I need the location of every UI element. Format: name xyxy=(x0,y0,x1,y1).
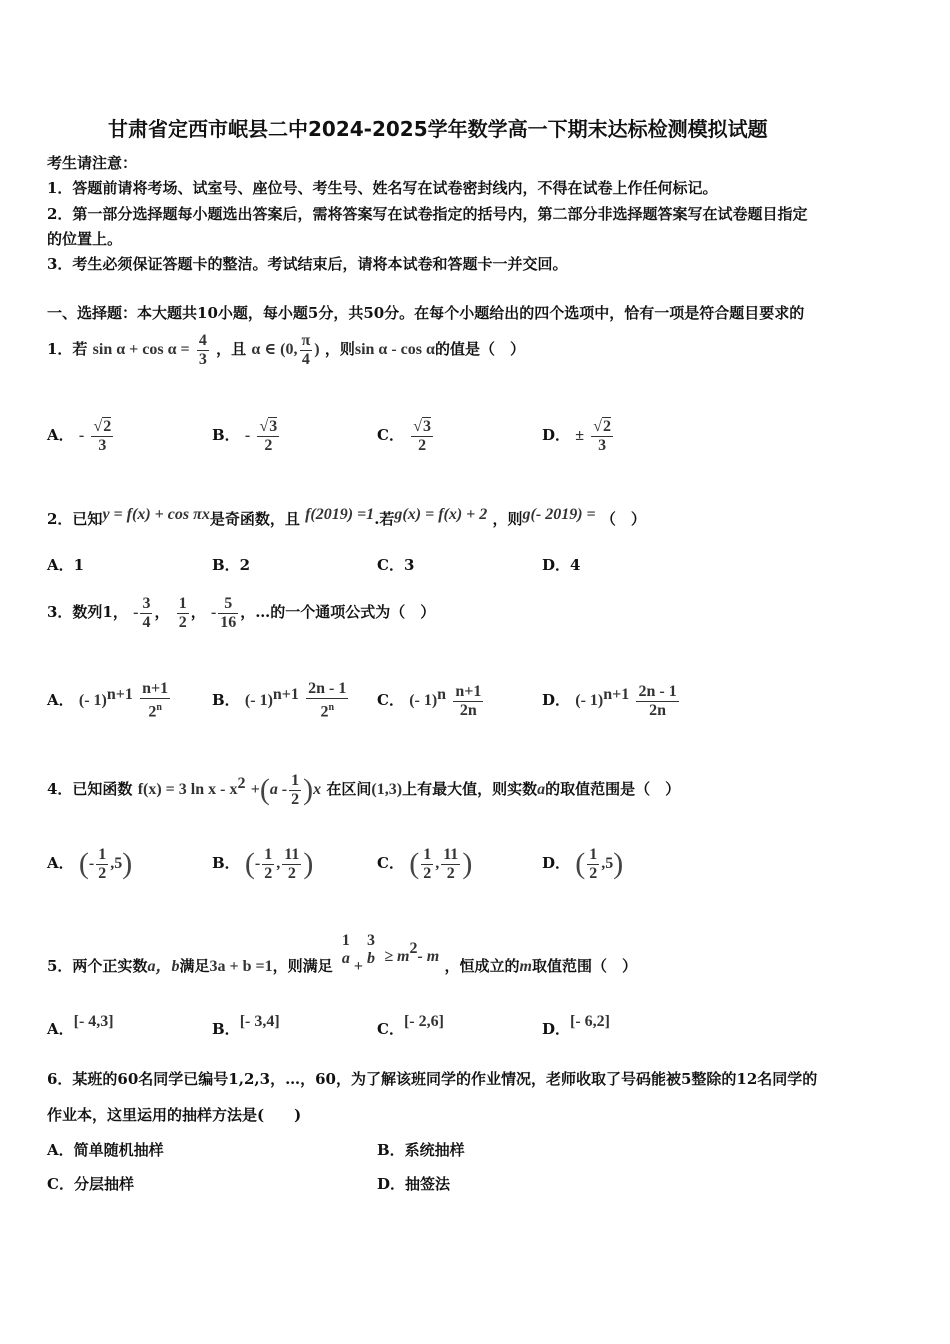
q1-then: ，则 xyxy=(324,340,355,358)
q5-sq: 2 xyxy=(409,940,418,957)
question-3 xyxy=(47,588,435,637)
q3-a-base: (- 1) xyxy=(78,692,107,709)
question-6-line-2: 作业本，这里运用的抽样方法是( ) xyxy=(47,1106,302,1124)
q5-c-value: [- 2,6] xyxy=(403,1013,444,1030)
q3-d-base: (- 1) xyxy=(575,692,604,709)
q4-c-num2: 11 xyxy=(443,845,459,863)
q3-option-a-label: A． xyxy=(47,691,74,709)
q4-b-num2: 11 xyxy=(284,845,300,863)
q4-option-c-label: C． xyxy=(377,854,404,872)
q3-num: 3．数列1， xyxy=(47,603,128,621)
q2-option-c[interactable]: C．3 xyxy=(377,556,415,574)
q4-a-num: 1 xyxy=(98,845,107,863)
q1-option-b-label: B． xyxy=(212,426,240,444)
q5-f2-den: b xyxy=(367,950,375,967)
q5-ask: 取值范围（ ） xyxy=(531,957,637,975)
notice-item-2-cont: 的位置上。 xyxy=(47,230,123,248)
q5-vars: a，b xyxy=(147,958,180,975)
q5-b-value: [- 3,4] xyxy=(239,1013,280,1030)
q3-option-b-label: B． xyxy=(212,691,240,709)
q3-neg-2: - xyxy=(210,604,217,621)
q1-option-c[interactable]: C． $\frac{√3}{2}$ xyxy=(377,418,431,454)
q5-option-c[interactable] xyxy=(377,1008,444,1043)
q4-mid: 在区间 xyxy=(326,780,372,798)
q4-b-pre: - xyxy=(254,855,261,872)
q3-t2-den: 2 xyxy=(178,613,187,631)
q1-a-rad: 2 xyxy=(103,418,112,435)
q5-option-d[interactable] xyxy=(542,1008,610,1043)
q6-option-a[interactable]: A．简单随机抽样 xyxy=(47,1141,164,1159)
q3-option-b[interactable] xyxy=(212,670,350,726)
q3-a-den-exp: n xyxy=(156,702,162,714)
q1-and: ，且 xyxy=(216,340,247,358)
q3-d-num: 2n - 1 xyxy=(638,682,677,700)
q1-b-sign: - xyxy=(244,427,251,444)
q4-b-den: 2 xyxy=(264,864,273,882)
q1-option-d-label: D． xyxy=(542,426,571,444)
q4-c-num: 1 xyxy=(423,845,432,863)
q3-t2-num: 1 xyxy=(178,594,187,612)
q4-plus: + xyxy=(250,781,260,798)
q3-b-num: 2n - 1 xyxy=(308,680,347,698)
q5-m: m xyxy=(519,958,532,975)
q6-option-d[interactable]: D．抽签法 xyxy=(377,1175,451,1193)
q3-option-c-label: C． xyxy=(377,691,404,709)
q2-option-d[interactable]: D．4 xyxy=(542,556,581,574)
q1-target: sin α - cos α xyxy=(354,341,435,358)
q4-b-den2: 2 xyxy=(287,864,296,882)
q4-a-post: ,5 xyxy=(110,855,123,872)
q1-d-den: 3 xyxy=(598,437,607,454)
q5-rest: - m xyxy=(417,948,440,965)
q1-b-rad: 3 xyxy=(269,418,278,435)
q3-t3-den: 16 xyxy=(220,613,237,631)
q4-option-a[interactable]: A． (- $\frac{1}{2}$ ,5) xyxy=(47,845,133,882)
q1-d-rad: 2 xyxy=(603,418,612,435)
q5-then: ，则满足 xyxy=(272,957,333,975)
q3-c-exp: n xyxy=(437,686,447,703)
q4-option-b-label: B． xyxy=(212,854,240,872)
q3-option-d[interactable] xyxy=(542,670,681,726)
q5-d-value: [- 6,2] xyxy=(570,1013,610,1030)
q4-c-den: 2 xyxy=(423,864,432,882)
q5-option-b[interactable] xyxy=(212,1008,280,1043)
q3-b-base: (- 1) xyxy=(244,692,273,709)
q5-f1-num: 1 xyxy=(341,932,350,949)
q5-f2-num: 3 xyxy=(367,932,375,949)
q1-frac-num: 4 xyxy=(198,331,207,349)
q4-var: a xyxy=(537,781,546,798)
q4-b-num: 1 xyxy=(264,845,273,863)
q5-option-d-label: D． xyxy=(542,1020,571,1038)
q4-x: x xyxy=(313,781,322,798)
q3-sep-1: ， xyxy=(154,603,170,621)
q3-c-num: n+1 xyxy=(455,682,482,700)
q2-ruo: .若 xyxy=(374,510,395,528)
q2-num: 2．已知 xyxy=(47,510,103,528)
q1-num: 1．若 xyxy=(47,340,88,358)
q4-frac-num: 1 xyxy=(291,771,300,789)
q3-neg-1: - xyxy=(133,604,139,621)
q3-c-base: (- 1) xyxy=(409,692,438,709)
q3-t3-num: 5 xyxy=(218,595,238,614)
q4-d-post: ,5 xyxy=(601,855,614,872)
q6-option-c[interactable]: C．分层抽样 xyxy=(47,1175,134,1193)
notice-item-3: 3．考生必须保证答题卡的整洁。考试结束后，请将本试卷和答题卡一并交回。 xyxy=(47,255,568,273)
q6-option-b[interactable]: B．系统抽样 xyxy=(377,1141,465,1159)
q1-expr: sin α + cos α = xyxy=(92,341,190,358)
q1-range-num: π xyxy=(301,331,311,349)
q1-b-den: 2 xyxy=(264,437,273,454)
q3-d-exp: n+1 xyxy=(603,686,630,703)
q5-mid: 满足 xyxy=(179,957,210,975)
q5-option-a[interactable] xyxy=(47,1008,114,1043)
q4-a: a - xyxy=(269,781,288,798)
q3-option-a[interactable] xyxy=(47,670,172,726)
q3-a-num: n+1 xyxy=(142,680,169,698)
q2-ask: （ ） xyxy=(600,510,646,528)
q4-frac-den: 2 xyxy=(291,790,300,808)
q4-num: 4．已知函数 xyxy=(47,780,133,798)
q3-b-exp: n+1 xyxy=(272,686,299,703)
q2-option-a[interactable]: A．1 xyxy=(47,556,85,574)
q4-interval: (1,3) xyxy=(371,781,403,798)
section-heading: 一、选择题：本大题共10小题，每小题5分，共50分。在每个小题给出的四个选项中，恰有一项是符合题目要求的 xyxy=(47,304,805,322)
question-6-line-1: 6．某班的60名同学已编号1,2,3，…，60，为了解该班同学的作业情况，老师收取了号码能被5整除的12名同学的 xyxy=(47,1070,818,1088)
q1-range: α ∈ (0, xyxy=(251,341,298,358)
q2-target: g(- 2019) = xyxy=(522,506,596,523)
q4-option-b[interactable]: B． (- $\frac{1}{2}$ , $\frac{11}{2}$ ) xyxy=(212,845,314,882)
q3-ask: ，…的一个通项公式为（ ） xyxy=(240,603,436,621)
q1-option-a-label: A． xyxy=(47,426,74,444)
notice-item-1: 1．答题前请将考场、试室号、座位号、考生号、姓名写在试卷密封线内，不得在试卷上作任何标记。 xyxy=(47,179,718,197)
q3-t1-num: 3 xyxy=(142,594,151,612)
q2-mid: 是奇函数，且 xyxy=(209,510,300,528)
question-4: 4．已知函数 f(x) = 3 $\ln x - x^2 +(a$ - $\frac{1}{2}$ )x 在区间(1,3)上有最大值，则实数a的取值范围是（ ） xyxy=(47,771,681,808)
q1-range-den: 4 xyxy=(301,350,310,368)
q3-option-c[interactable] xyxy=(377,670,485,726)
q4-option-c[interactable]: C． ( $\frac{1}{2}$ , $\frac{11}{2}$ ) xyxy=(377,845,473,882)
q5-option-a-label: A． xyxy=(47,1020,74,1038)
q4-sq: 2 xyxy=(237,775,246,792)
q1-c-den: 2 xyxy=(418,437,427,454)
q3-option-d-label: D． xyxy=(542,691,571,709)
page-title: 甘肃省定西市岷县二中2024-2025学年数学高一下期末达标检测模拟试题 xyxy=(108,117,768,141)
q1-option-d[interactable]: D． ± $\frac{√2}{3}$ xyxy=(542,418,612,454)
q4-a-pre: - xyxy=(88,855,95,872)
q4-option-a-label: A． xyxy=(47,854,74,872)
q4-option-d[interactable]: D． ( $\frac{1}{2}$ ,5) xyxy=(542,845,624,882)
q5-option-c-label: C． xyxy=(377,1020,404,1038)
q5-ineq: ≥ m xyxy=(384,948,410,965)
q3-b-den-exp: n xyxy=(328,702,335,714)
q2-option-b[interactable]: B．2 xyxy=(212,556,251,574)
notice-item-2: 2．第一部分选择题每小题选出答案后，需将答案写在试卷指定的括号内，第二部分非选择题答案写在试卷题目指定 xyxy=(47,205,808,223)
q3-b-den: 2 xyxy=(320,703,329,721)
q5-f1-den: a xyxy=(341,950,350,967)
q1-a-den: 3 xyxy=(98,437,107,454)
q2-then: ，则 xyxy=(492,510,523,528)
question-5 xyxy=(47,922,637,994)
q1-option-c-label: C． xyxy=(377,426,404,444)
q1-d-sign: ± xyxy=(575,427,585,444)
q1-a-sign: - xyxy=(78,427,85,444)
q4-option-d-label: D． xyxy=(542,854,571,872)
q3-a-den: 2 xyxy=(148,703,157,721)
q3-sep-2: ， xyxy=(190,603,206,621)
q1-frac-den: 3 xyxy=(198,350,207,368)
question-2 xyxy=(47,494,646,540)
q3-d-den: 2n xyxy=(649,701,667,719)
question-1 xyxy=(47,325,525,374)
q1-option-a[interactable]: A． - $\frac{√2}{3}$ xyxy=(47,418,112,454)
q4-c-den2: 2 xyxy=(446,864,455,882)
q5-option-b-label: B． xyxy=(212,1020,240,1038)
q4-d-num: 1 xyxy=(589,845,598,863)
q2-g: g(x) = f(x) + 2 xyxy=(394,506,488,523)
q3-a-exp: n+1 xyxy=(106,686,133,703)
q1-option-b[interactable]: B． - $\frac{√3}{2}$ xyxy=(212,418,278,454)
q5-cond: 3a + b =1 xyxy=(209,958,273,975)
q5-mid2: ，恒成立的 xyxy=(444,957,520,975)
q4-d-den: 2 xyxy=(589,864,598,882)
q4-mid2: 上有最大值，则实数 xyxy=(402,780,538,798)
q3-t1-den: 4 xyxy=(142,613,151,631)
q1-c-rad: 3 xyxy=(422,418,431,435)
q4-a-den: 2 xyxy=(98,864,107,882)
q5-num: 5．两个正实数 xyxy=(47,957,148,975)
q1-range-close: ) xyxy=(314,341,320,358)
q4-ask: 的取值范围是（ ） xyxy=(545,780,681,798)
q2-expr: y = f(x) + cos πx xyxy=(102,506,210,523)
q4-expr: f(x) = 3 ln x - x xyxy=(137,781,238,798)
q5-a-value: [- 4,3] xyxy=(73,1013,114,1030)
q2-cond: f(2019) =1 xyxy=(305,506,375,523)
notice-heading: 考生请注意： xyxy=(47,154,138,172)
q5-plus: + xyxy=(353,958,363,975)
q3-c-den: 2n xyxy=(459,701,477,719)
q1-ask: 的值是（ ） xyxy=(434,340,525,358)
